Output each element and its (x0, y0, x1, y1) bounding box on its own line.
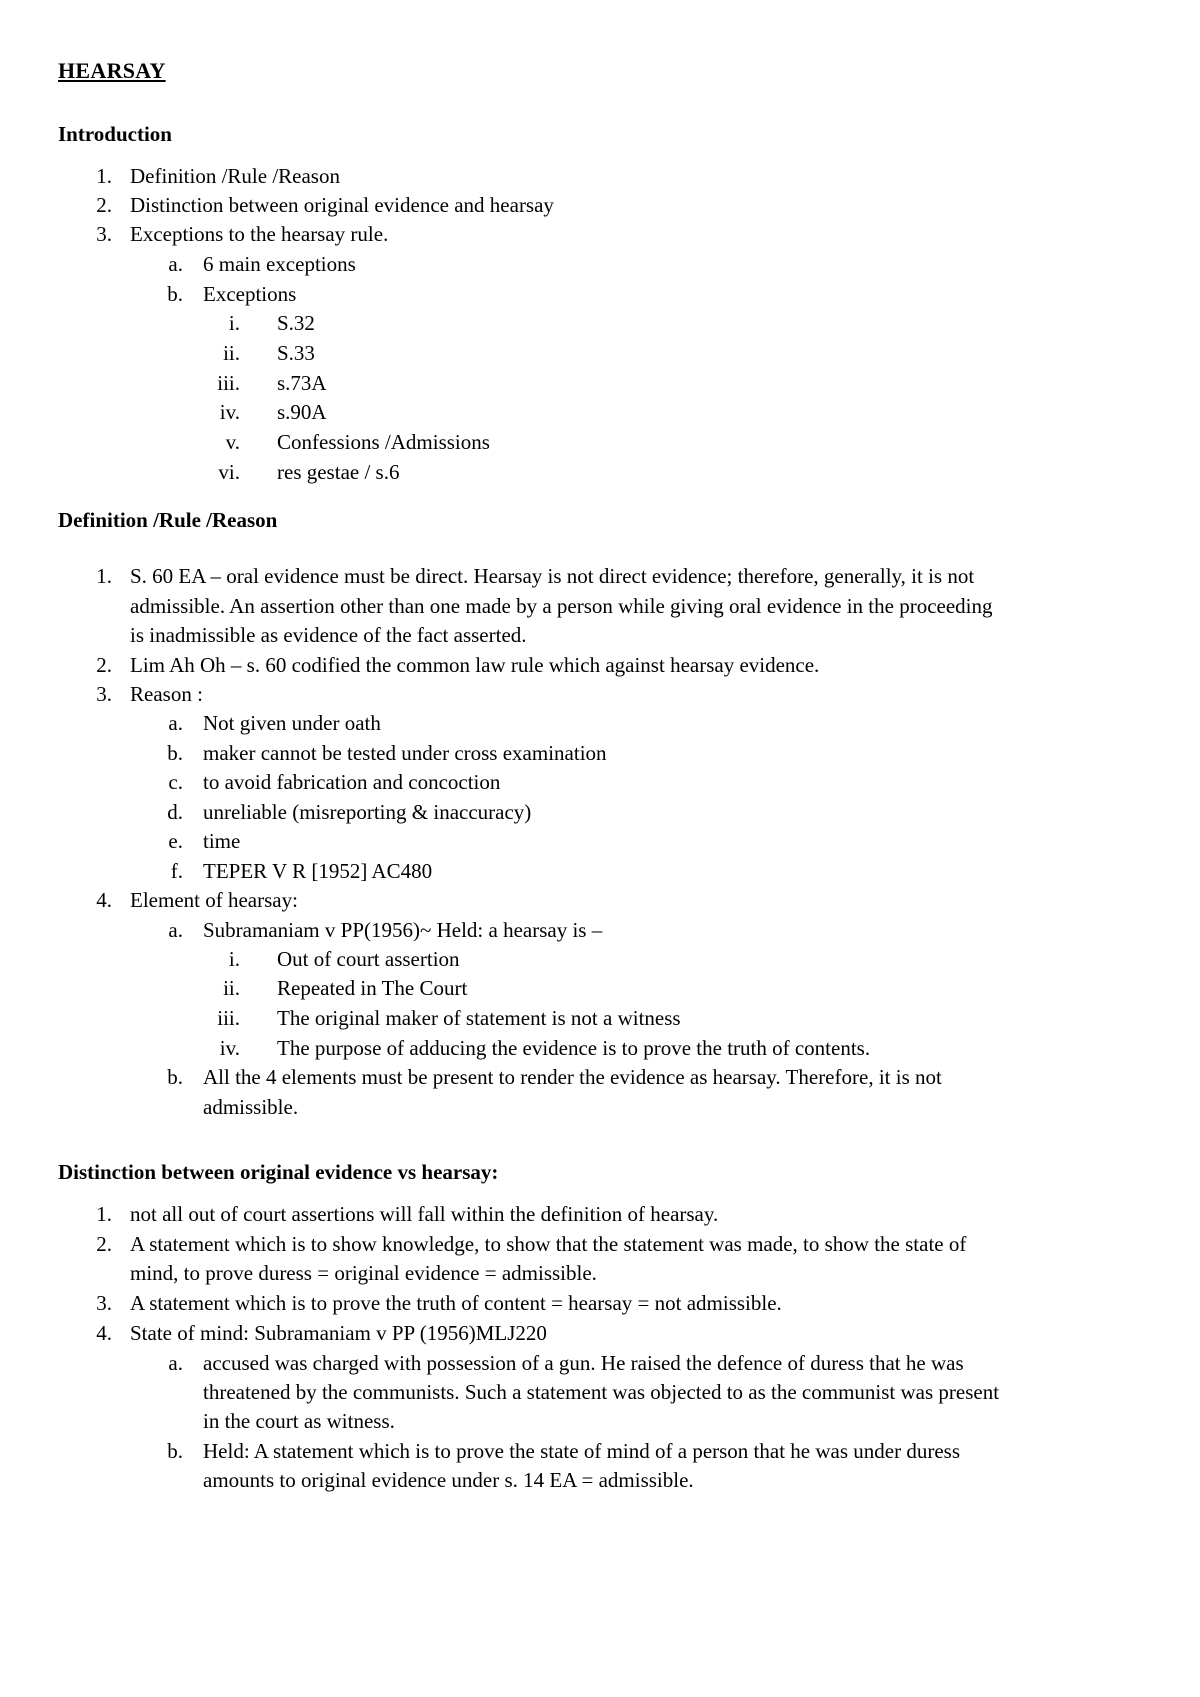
document-page: HEARSAY Introduction 1. Definition /Rule /Reason 2. Distinction between original evidence and hearsay 3. Exceptions to the hearsay rule. a. 6 main exceptions b. Exceptions i. S.32 ii. S.33 iii. s.73A iv. s.90A v. Confessions /Admissions vi. res gestae / s.6 Definition /Rule /Reason 1. S. 60 EA – oral evidence must be direct. Hearsay is not direct evidence; therefore, generally, it is not admissible. An assertion other than one made by a person while giving oral evidence in the proceeding is inadmissible as evidence of the fact asserted. 2. Lim Ah Oh – s. 60 codified the common law rule which against hearsay evidence. 3. Reason : a. Not given under oath b. maker cannot be tested under cross examination c. to avoid fabrication and concoction d. unreliable (misreporting & inaccuracy) e. time f. TEPER V R [1952] AC480 4. Element of hearsay: a. Subramaniam v PP(1956)~ Held: a hearsay is – i. Out of court assertion ii. Repeated in The Court iii. The original maker of statement is not a witness iv. The purpose of adducing the evidence is to prove the truth of contents. b. All the 4 elements must be present to render the evidence as hearsay. Therefore, it is not admissible. Distinction between original evidence vs hearsay: 1. not all out of court assertions will fall within the definition of hearsay. 2. A statement which is to show knowledge, to show that the statement was made, to show the state of mind, to prove duress = original evidence = admissible. 3. A statement which is to prove the truth of content = hearsay = not admissible. 4. State of mind: Subramaniam v PP (1956)MLJ220 a. accused was charged with possession of a gun. He raised the defence of duress that he was threatened by the communists. Such a statement was objected to as the communist was present in the court as witness. b. Held: A statement which is to prove the state of mind of a person that he was under duress amounts to original evidence under s. 14 EA = admissible. (58, 58, 1000, 1492)
section-heading-distinction: Distinction between original evidence vs hearsay: (58, 1160, 499, 1184)
section-heading-introduction: Introduction (58, 122, 172, 146)
section-heading-definition: Definition /Rule /Reason (58, 508, 278, 532)
document-title: HEARSAY (58, 58, 166, 83)
